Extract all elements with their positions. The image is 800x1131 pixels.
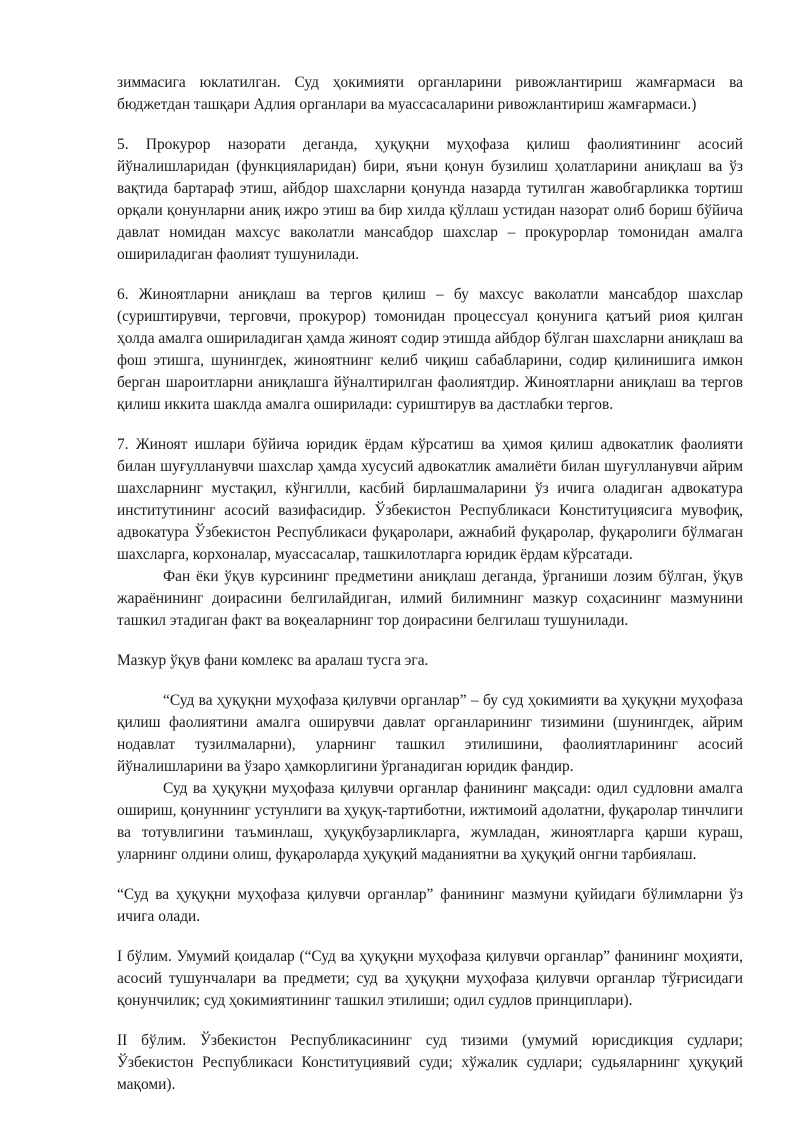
paragraph-discipline-goal: Суд ва ҳуқуқни муҳофаза қилувчи органлар фанининг мақсади: одил судловни амалга ошириш, қонуннинг устунлиги ва ҳуқуқ-тартиботни, ижтимоий адолатни, фуқаролар тинчлиги ва тотувлигини таъминлаш, ҳуқуқбузарликларга, жумладан, жиноятларга қарши кураш, уларнинг олдини олиш, фуқароларда ҳуқуқий маданиятни ва ҳуқуқий онгни тарбиялаш. [117, 780, 743, 863]
paragraph-discipline-definition: “Суд ва ҳуқуқни муҳофаза қилувчи органлар” – бу суд ҳокимияти ва ҳуқуқни муҳофаза қилиш фаолиятини амалга оширувчи давлат органларининг тизимини (шунингдек, айрим нодавлат тузилмаларни), уларнинг ташкил этилишини, фаолиятларининг асосий йўналишларини ва ўзаро ҳамкорлигини ўрганадиган юридик фандир. [117, 692, 743, 775]
paragraph-continuation: зиммасига юклатилган. Суд ҳокимияти органларини ривожлантириш жамғармаси ва бюджетдан ташқари Адлия органлари ва муассасаларини ривожлантириш жамғармаси.) [117, 74, 743, 113]
paragraph-complex-nature: Мазкур ўқув фани комлекс ва аралаш тусга эга. [117, 652, 429, 669]
paragraph-prosecutor-oversight: 5. Прокурор назорати деганда, ҳуқуқни муҳофаза қилиш фаолиятининг асосий йўналишларидан (функцияларидан) бири, яъни қонун бузилиш ҳолатларини аниқлаш ва ўз вақтида бартараф этиш, айбдор шахсларни қонунда назарда тутилган жавобгарликка тортиш орқали қонунларни аниқ ижро этиш ва бир хилда қўллаш устидан назорат олиб бориш бўйича давлат номидан махсус ваколатли мансабдор шахслар – прокурорлар томонидан амалга ошириладиган фаолият тушунилади. [117, 136, 743, 263]
paragraph-content-sections: “Суд ва ҳуқуқни муҳофаза қилувчи органлар” фанининг мазмуни қуйидаги бўлимларни ўз ичига олади. [117, 886, 743, 925]
paragraph-subject-definition: Фан ёки ўқув курсининг предметини аниқлаш деганда, ўрганиши лозим бўлган, ўқув жараёнининг доирасини белгилайдиган, илмий билимнинг мазкур соҳасининг мазмунини ташкил этадиган факт ва воқеаларнинг тор доирасини белгилаш тушунилади. [117, 568, 743, 629]
paragraph-section-1: I бўлим. Умумий қоидалар (“Суд ва ҳуқуқни муҳофаза қилувчи органлар” фанининг моҳияти, асосий тушунчалари ва предмети; суд ва ҳуқуқни муҳофаза қилувчи органлар тўғрисидаги қонунчилик; суд ҳокимиятининг ташкил этилиши; одил судлов принциплари). [117, 948, 743, 1009]
paragraph-crime-investigation: 6. Жиноятларни аниқлаш ва тергов қилиш – бу махсус ваколатли мансабдор шахслар (суриштирувчи, терговчи, прокурор) томонидан процессуал қонунига қатъий риоя қилган ҳолда амалга ошириладиган ҳамда жиноят содир этишда айбдор бўлган шахсларни аниқлаш ва фош этишга, шунингдек, жиноятнинг келиб чиқиш сабабларини, содир қилинишига имкон берган шароитларни аниқлашга йўналтирилган фаолиятдир. Жиноятларни аниқлаш ва тергов қилиш иккита шаклда амалга оширилади: суриштирув ва дастлабки тергов. [117, 286, 743, 413]
document-page [117, 72, 743, 1096]
paragraph-section-2: II бўлим. Ўзбекистон Республикасининг суд тизими (умумий юрисдикция судлари; Ўзбекистон Республикаси Конституциявий суди; хўжалик судлари; судьяларнинг ҳуқуқий мақоми). [117, 1032, 743, 1093]
paragraph-advocacy: 7. Жиноят ишлари бўйича юридик ёрдам кўрсатиш ва ҳимоя қилиш адвокатлик фаолияти билан шуғулланувчи шахслар ҳамда хусусий адвокатлик амалиёти билан шуғулланувчи айрим шахсларнинг мустақил, кўнгилли, касбий бирлашмаларини ўз ичига оладиган адвокатура институтининг асосий вазифасидир. Ўзбекистон Республикаси Конституциясига мувофиқ, адвокатура Ўзбекистон Республикаси фуқаролари, ажнабий фуқаролар, фуқаролиги бўлмаган шахсларга, корхоналар, муассасалар, ташкилотларга юридик ёрдам кўрсатади. [117, 436, 743, 563]
